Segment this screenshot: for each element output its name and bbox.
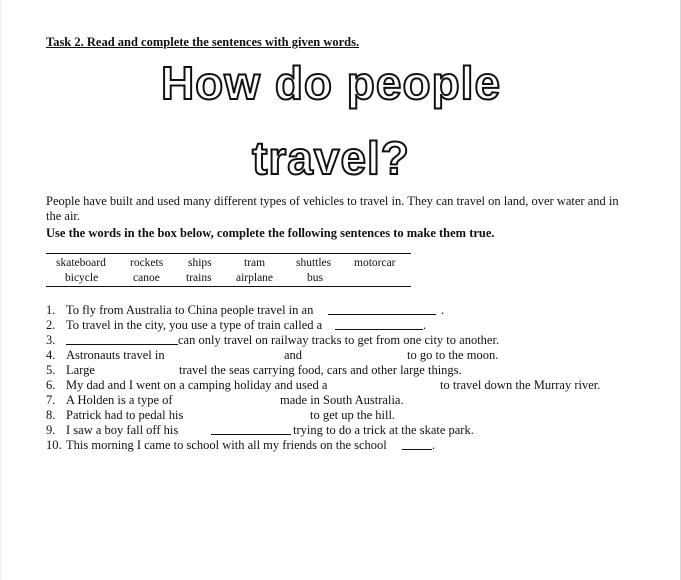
word-box-item: airplane xyxy=(236,272,274,284)
word-box-item: ships xyxy=(188,257,212,269)
sentence-text: Patrick had to pedal his xyxy=(66,408,184,422)
sentence-text: My dad and I went on a camping holiday and used a xyxy=(66,378,328,392)
sentence-number: 5. xyxy=(46,363,56,377)
word-box-item: bicycle xyxy=(65,272,99,284)
sentence-number: 6. xyxy=(46,378,56,392)
sentence-text: and xyxy=(284,348,303,362)
sentence-text: trying to do a trick at the skate park. xyxy=(293,423,474,437)
word-box xyxy=(46,253,411,287)
sentence-text: To travel in the city, you use a type of train called a xyxy=(66,318,323,332)
sentence-text: to go to the moon. xyxy=(407,348,499,362)
sentence-number: 3. xyxy=(46,333,56,347)
sentence-text: A Holden is a type of xyxy=(66,393,173,407)
sentence-item xyxy=(46,438,656,453)
sentence-list xyxy=(46,303,656,453)
title-line-2: travel? xyxy=(252,132,410,184)
answer-blank[interactable] xyxy=(335,318,423,330)
sentence-number: 8. xyxy=(46,408,56,422)
sentence-text: To fly from Australia to China people travel in an xyxy=(66,303,314,317)
sentence-item xyxy=(46,378,656,393)
sentence-number: 7. xyxy=(46,393,56,407)
sentence-text: . xyxy=(432,438,436,452)
word-box-item: shuttles xyxy=(296,257,332,269)
title-line-1: How do people xyxy=(160,57,502,109)
sentence-text: . xyxy=(441,303,445,317)
instruction-text: Use the words in the box below, complete the following sentences to make them true. xyxy=(46,226,495,240)
word-box-item: bus xyxy=(307,272,323,284)
answer-blank[interactable] xyxy=(402,438,432,450)
sentence-item xyxy=(46,393,656,408)
word-box-item: skateboard xyxy=(56,257,106,269)
sentence-text: travel the seas carrying food, cars and other large things. xyxy=(179,363,462,377)
sentence-text: to travel down the Murray river. xyxy=(440,378,601,392)
sentence-item xyxy=(46,318,656,333)
sentence-number: 4. xyxy=(46,348,56,362)
task-heading: Task 2. Read and complete the sentences with given words. xyxy=(46,35,360,49)
sentence-item xyxy=(46,408,656,423)
answer-blank[interactable] xyxy=(66,333,178,345)
sentence-text: This morning I came to school with all my friends on the school xyxy=(66,438,387,452)
answer-blank[interactable] xyxy=(211,423,291,435)
intro-paragraph: People have built and used many different types of vehicles to travel in. They can travel on land, over water and in the air. xyxy=(46,194,619,223)
sentence-text: can only travel on railway tracks to get from one city to another. xyxy=(178,333,500,347)
sentence-text: to get up the hill. xyxy=(310,408,396,422)
sentence-number: 10. xyxy=(46,438,62,452)
answer-blank[interactable] xyxy=(328,303,436,315)
sentence-text: Astronauts travel in xyxy=(66,348,165,362)
word-box-item: tram xyxy=(244,257,266,269)
word-box-item: motorcar xyxy=(354,257,396,269)
sentence-text: I saw a boy fall off his xyxy=(66,423,179,437)
sentence-item xyxy=(46,423,656,438)
sentence-text: Large xyxy=(66,363,95,377)
word-box-item: trains xyxy=(186,272,212,284)
sentence-text: made in South Australia. xyxy=(280,393,404,407)
word-box-item: rockets xyxy=(130,257,164,269)
sentence-item xyxy=(46,333,656,348)
word-box-item: canoe xyxy=(133,272,160,284)
sentence-number: 1. xyxy=(46,303,56,317)
sentence-item xyxy=(46,363,656,378)
sentence-item xyxy=(46,303,656,318)
sentence-item xyxy=(46,348,656,363)
sentence-number: 9. xyxy=(46,423,56,437)
sentence-number: 2. xyxy=(46,318,56,332)
sentence-text: . xyxy=(423,318,427,332)
